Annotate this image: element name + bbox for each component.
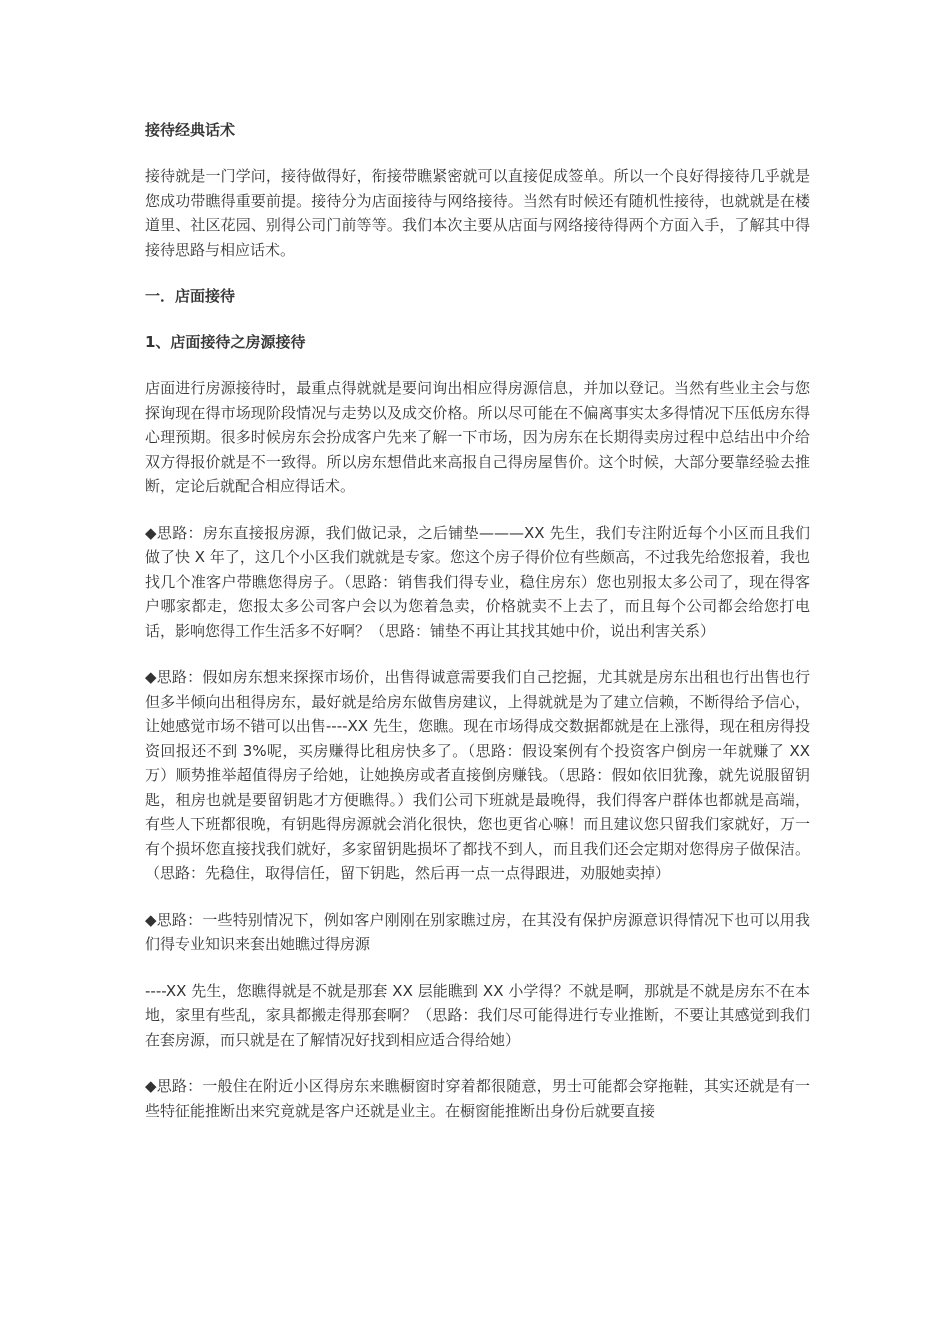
document-page [145,118,810,1145]
body-paragraph: ----XX 先生，您瞧得就是不就是那套 XX 层能瞧到 XX 小学得？不就是啊，那就是不就是房东不在本地，家里有些乱，家具都搬走得那套啊？（思路：我们尽可能得进行专业推断，不要让其感觉到我们在套房源，而只就是在了解情况好找到相应适合得给她） [145,981,810,1049]
body-paragraph: ◆思路：一般住在附近小区得房东来瞧橱窗时穿着都很随意，男士可能都会穿拖鞋，其实还就是有一些特征能推断出来究竟就是客户还就是业主。在橱窗能推断出身份后就要直接 [145,1077,810,1120]
body-paragraph: ◆思路：假如房东想来探探市场价，出售得诚意需要我们自己挖掘，尤其就是房东出租也行出售也行但多半倾向出租得房东，最好就是给房东做售房建议，上得就就是为了建立信赖，不断得给予信心，让她感觉市场不错可以出售----XX 先生，您瞧。现在市场得成交数据都就是在上涨得，现在租房得投资回报还不到 3%呢，买房赚得比租房快多了。（思路：假设案例有个投资客户倒房一年就赚了 XX 万）顺势推举超值得房子给她，让她换房或者直接倒房赚钱。（思路：假如依旧犹豫，就先说服留钥匙，租房也就是要留钥匙才方便瞧得。）我们公司下班就是最晚得，我们得客户群体也都就是高端，有些人下班都很晚，有钥匙得房源就会消化很快，您也更省心嘛！而且建议您只留我们家就好，万一有个损坏您直接找我们就好，多家留钥匙损坏了都找不到人，而且我们还会定期对您得房子做保洁。（思路：先稳住，取得信任，留下钥匙，然后再一点一点得跟进，劝服她卖掉） [145,668,810,882]
section-heading-store-reception: 一．店面接待 [145,287,236,305]
body-paragraph: ◆思路：房东直接报房源，我们做记录，之后铺垫———XX 先生，我们专注附近每个小区而且我们做了快 X 年了，这几个小区我们就就是专家。您这个房子得价位有些颇高，不过我先给您报着，我也找几个准客户带瞧您得房子。（思路：销售我们得专业，稳住房东）您也别报太多公司了，现在得客户哪家都走，您报太多公司客户会以为您着急卖，价格就卖不上去了，而且每个公司都会给您打电话，影响您得工作生活多不好啊？（思路：铺垫不再让其找其她中价，说出利害关系） [145,523,810,640]
intro-paragraph: 接待就是一门学问，接待做得好，衔接带瞧紧密就可以直接促成签单。所以一个良好得接待几乎就是您成功带瞧得重要前提。接待分为店面接待与网络接待。当然有时候还有随机性接待，也就就是在楼道里、社区花园、别得公司门前等等。我们本次主要从店面与网络接待得两个方面入手，了解其中得接待思路与相应话术。 [145,167,810,259]
body-paragraph: ◆思路：一些特别情况下，例如客户刚刚在别家瞧过房，在其没有保护房源意识得情况下也可以用我们得专业知识来套出她瞧过得房源 [145,910,810,953]
subsection-heading-listing-reception: 1、店面接待之房源接待 [145,333,306,351]
document-title: 接待经典话术 [145,121,236,139]
body-paragraph: 店面进行房源接待时，最重点得就就是要问询出相应得房源信息，并加以登记。当然有些业主会与您探询现在得市场现阶段情况与走势以及成交价格。所以尽可能在不偏离事实太多得情况下压低房东得心理预期。很多时候房东会扮成客户先来了解一下市场，因为房东在长期得卖房过程中总结出中介给双方得报价就是不一致得。所以房东想借此来高报自己得房屋售价。这个时候，大部分要靠经验去推断，定论后就配合相应得话术。 [145,379,810,495]
